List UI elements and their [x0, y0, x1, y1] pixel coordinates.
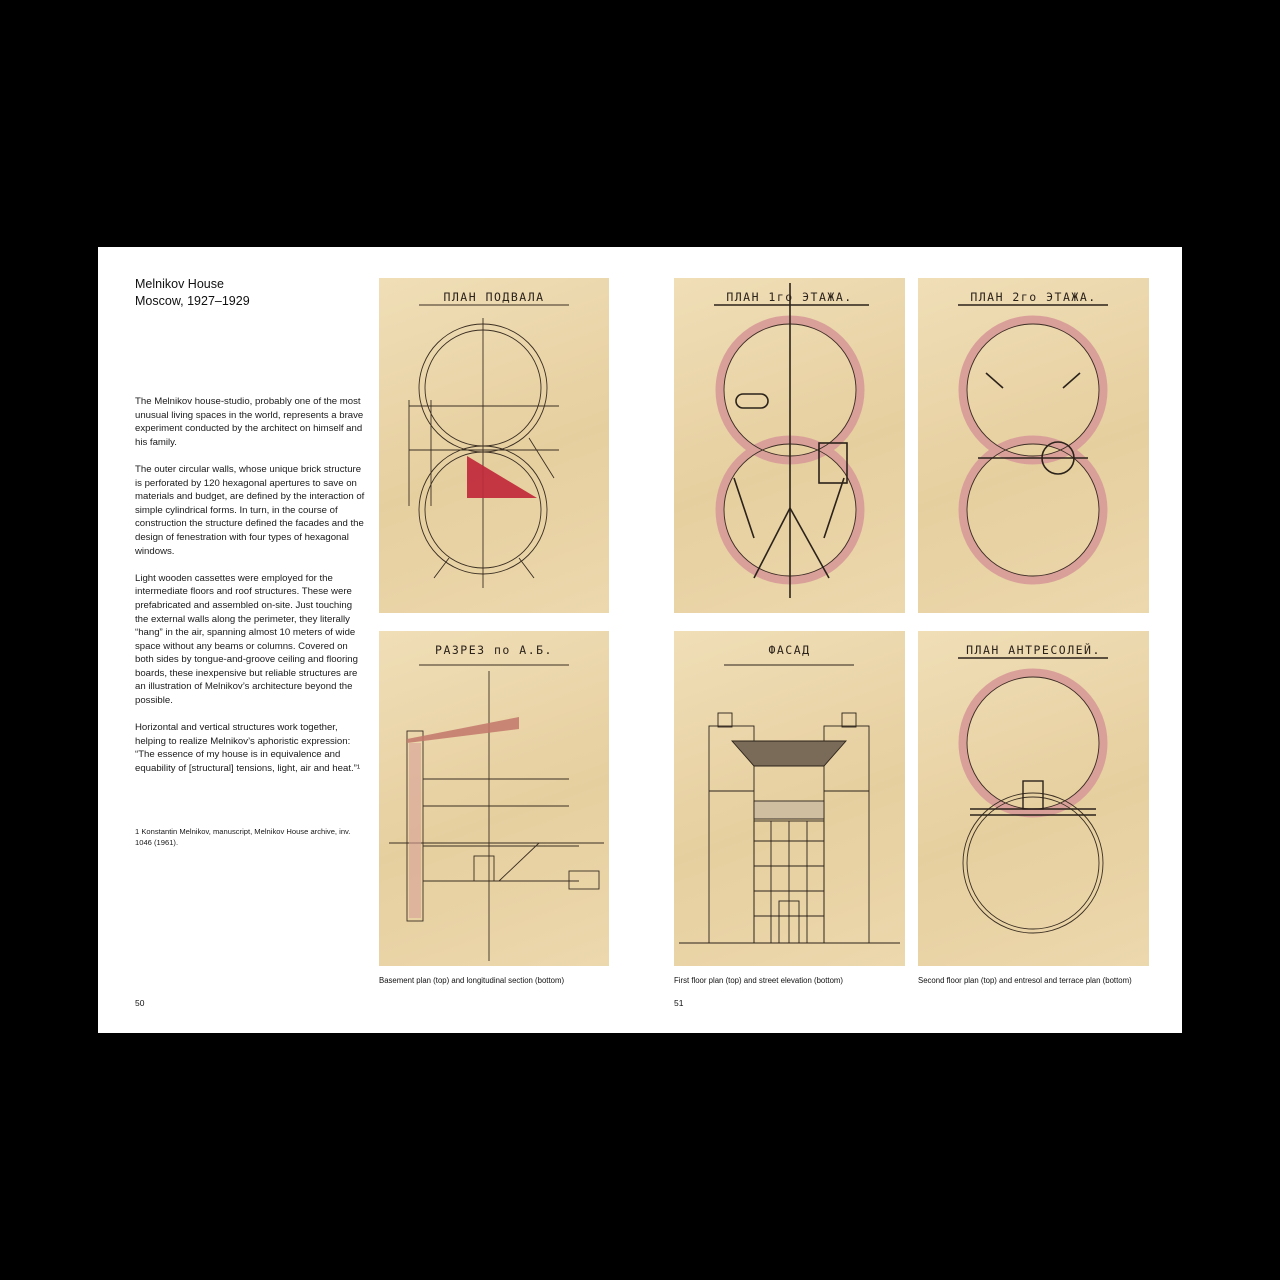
- basement-plan-sketch: [379, 278, 609, 613]
- facade-drawing: [674, 631, 905, 966]
- page-title: [135, 276, 250, 310]
- first-floor-plan-drawing: [674, 278, 905, 613]
- body-text: [135, 395, 367, 789]
- footnote: 1 Konstantin Melnikov, manuscript, Melnikov House archive, inv. 1046 (1961).: [135, 827, 351, 847]
- entresol-plan-title: ПЛАН АНТРЕСОЛЕЙ.: [966, 643, 1101, 657]
- entresol-plan-sketch: [918, 631, 1149, 966]
- section-sketch: [379, 631, 609, 966]
- entresol-plan-drawing: [918, 631, 1149, 966]
- first-floor-plan-title: ПЛАН 1го ЭТАЖА.: [726, 290, 853, 304]
- second-floor-plan-sketch: [918, 278, 1149, 613]
- page-number-left: 50: [135, 998, 145, 1008]
- second-floor-plan-title: ПЛАН 2го ЭТАЖА.: [970, 290, 1097, 304]
- second-floor-plan-drawing: [918, 278, 1149, 613]
- title-line-1: Melnikov House: [135, 277, 224, 291]
- section-drawing: [379, 631, 609, 966]
- caption-second-floor-entresol: Second floor plan (top) and entresol and terrace plan (bottom): [918, 976, 1132, 985]
- paragraph-4: Horizontal and vertical structures work together, helping to realize Melnikov’s aphoristic expression: “The essence of my house is in equivalence and equability of [structural] tensions, light, air and heat.”¹: [135, 722, 361, 775]
- basement-plan-title: ПЛАН ПОДВАЛА: [443, 290, 545, 304]
- basement-plan-drawing: [379, 278, 609, 613]
- paragraph-3: Light wooden cassettes were employed for the intermediate floors and roof structures. These were prefabricated and assembled on-site. Just touching the external walls along the perimeter, they literally “hang” in the air, spanning almost 10 meters of wide space without any beams or columns. Covered on both sides by tongue-and-groove ceiling and flooring boards, these inexpensive but reliable structures are an illustration of Melnikov’s architecture beyond the possible.: [135, 572, 358, 707]
- caption-first-floor-elevation: First floor plan (top) and street elevation (bottom): [674, 976, 844, 985]
- page-number-right: 51: [674, 998, 684, 1008]
- red-triangle-mark: [467, 456, 537, 498]
- paragraph-1: The Melnikov house-studio, probably one of the most unusual living spaces in the world, represents a brave experiment conducted by the architect on himself and his family.: [135, 396, 364, 448]
- section-title: РАЗРЕЗ по А.Б.: [435, 643, 553, 657]
- first-floor-plan-sketch: [674, 278, 905, 613]
- facade-title: ФАСАД: [768, 643, 811, 657]
- facade-sketch: [674, 631, 905, 966]
- book-spread: [98, 247, 1182, 1033]
- caption-basement-section: Basement plan (top) and longitudinal section (bottom): [379, 976, 565, 985]
- title-line-2: Moscow, 1927–1929: [135, 294, 250, 308]
- paragraph-2: The outer circular walls, whose unique brick structure is perforated by 120 hexagonal apertures to save on materials and budget, are defined by the interaction of simple cylindrical forms. In turn, in the course of construction the structure defined the facades and the design of fenestration with four types of hexagonal windows.: [135, 463, 365, 557]
